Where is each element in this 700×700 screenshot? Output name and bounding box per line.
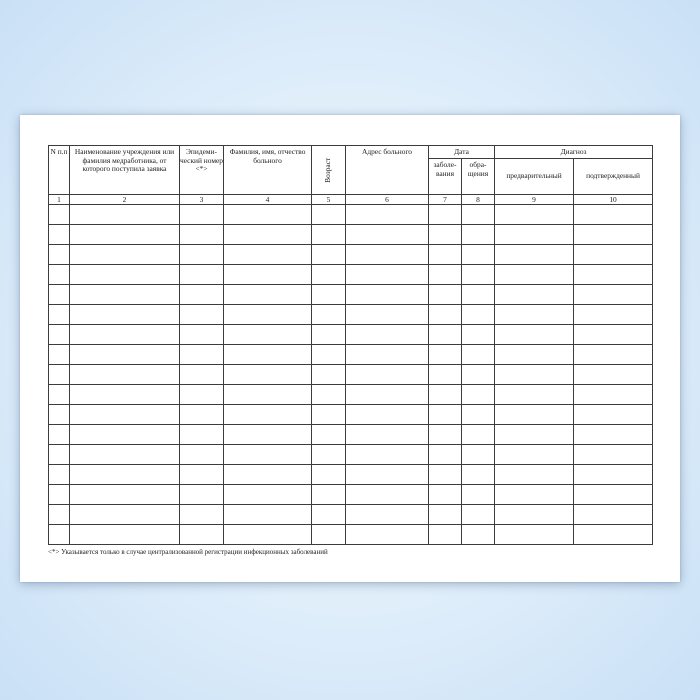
table-row <box>49 285 653 305</box>
table-cell <box>346 505 429 525</box>
column-number: 8 <box>462 195 495 205</box>
table-cell <box>462 385 495 405</box>
header-epid-number: Эпидеми-ческий номер <*> <box>180 146 224 195</box>
table-cell <box>346 205 429 225</box>
table-row <box>49 325 653 345</box>
table-cell <box>180 505 224 525</box>
table-cell <box>224 265 312 285</box>
table-cell <box>224 525 312 545</box>
table-cell <box>312 485 346 505</box>
table-cell <box>312 365 346 385</box>
table-cell <box>574 505 653 525</box>
table-cell <box>346 445 429 465</box>
table-cell <box>429 365 462 385</box>
column-number: 5 <box>312 195 346 205</box>
table-cell <box>70 365 180 385</box>
table-cell <box>49 385 70 405</box>
table-cell <box>312 425 346 445</box>
table-cell <box>70 305 180 325</box>
table-cell <box>429 305 462 325</box>
table-cell <box>312 525 346 545</box>
table-cell <box>70 225 180 245</box>
header-age-cell <box>312 146 346 195</box>
table-cell <box>346 405 429 425</box>
table-cell <box>70 425 180 445</box>
table-cell <box>346 465 429 485</box>
table-cell <box>429 405 462 425</box>
table-cell <box>462 245 495 265</box>
table-cell <box>574 205 653 225</box>
table-cell <box>574 285 653 305</box>
table-cell <box>312 385 346 405</box>
table-cell <box>70 345 180 365</box>
column-number: 1 <box>49 195 70 205</box>
table-cell <box>346 525 429 545</box>
table-cell <box>224 405 312 425</box>
table-cell <box>49 365 70 385</box>
table-cell <box>429 325 462 345</box>
table-cell <box>180 365 224 385</box>
table-cell <box>180 425 224 445</box>
table-cell <box>224 505 312 525</box>
table-cell <box>462 325 495 345</box>
table-cell <box>462 425 495 445</box>
footnote: <*> Указывается только в случае централизованной регистрации инфекционных заболеваний <box>48 548 328 556</box>
column-number: 3 <box>180 195 224 205</box>
table-cell <box>346 225 429 245</box>
table-cell <box>70 205 180 225</box>
table-cell <box>346 365 429 385</box>
table-cell <box>462 225 495 245</box>
table-cell <box>574 485 653 505</box>
table-cell <box>346 265 429 285</box>
table-row <box>49 305 653 325</box>
table-cell <box>346 245 429 265</box>
table-cell <box>495 345 574 365</box>
table-cell <box>70 285 180 305</box>
table-cell <box>49 205 70 225</box>
table-cell <box>574 305 653 325</box>
table-cell <box>495 485 574 505</box>
table-cell <box>49 265 70 285</box>
table-cell <box>70 465 180 485</box>
table-cell <box>180 325 224 345</box>
table-cell <box>312 505 346 525</box>
table-cell <box>462 445 495 465</box>
column-number: 9 <box>495 195 574 205</box>
table-cell <box>312 265 346 285</box>
table-cell <box>462 525 495 545</box>
header-num: N п.п <box>49 146 70 195</box>
table-cell <box>574 325 653 345</box>
table-cell <box>495 225 574 245</box>
table-cell <box>70 505 180 525</box>
table-cell <box>49 425 70 445</box>
table-cell <box>429 385 462 405</box>
table-cell <box>346 385 429 405</box>
table-cell <box>49 525 70 545</box>
table-cell <box>49 505 70 525</box>
table-cell <box>495 505 574 525</box>
table-cell <box>49 245 70 265</box>
form-sheet <box>20 115 680 582</box>
table-cell <box>49 285 70 305</box>
table-cell <box>429 225 462 245</box>
column-number: 2 <box>70 195 180 205</box>
table-cell <box>180 205 224 225</box>
header-patient-name: Фамилия, имя, отчество больного <box>224 146 312 195</box>
table-cell <box>70 245 180 265</box>
table-cell <box>574 385 653 405</box>
table-row <box>49 265 653 285</box>
table-cell <box>49 405 70 425</box>
table-row <box>49 225 653 245</box>
table-cell <box>49 225 70 245</box>
header-date-illness: заболе-вания <box>429 159 462 195</box>
table-cell <box>312 405 346 425</box>
table-cell <box>180 305 224 325</box>
table-row <box>49 445 653 465</box>
table-cell <box>495 305 574 325</box>
table-cell <box>180 465 224 485</box>
table-cell <box>70 405 180 425</box>
table-row <box>49 405 653 425</box>
table-cell <box>70 265 180 285</box>
header-diagnosis-group: Диагноз <box>495 146 653 159</box>
table-cell <box>49 325 70 345</box>
table-cell <box>574 225 653 245</box>
table-cell <box>312 465 346 485</box>
table-cell <box>224 325 312 345</box>
table-cell <box>462 305 495 325</box>
column-number: 4 <box>224 195 312 205</box>
header-date-appeal: обра-щения <box>462 159 495 195</box>
table-cell <box>429 425 462 445</box>
table-row <box>49 345 653 365</box>
column-number-row <box>49 195 653 205</box>
table-cell <box>312 325 346 345</box>
table-cell <box>574 465 653 485</box>
table-cell <box>429 485 462 505</box>
table-cell <box>495 465 574 485</box>
table-row <box>49 505 653 525</box>
table-cell <box>495 385 574 405</box>
table-cell <box>70 445 180 465</box>
table-row <box>49 425 653 445</box>
table-cell <box>224 425 312 445</box>
table-cell <box>49 445 70 465</box>
registration-journal-table <box>48 145 653 545</box>
table-cell <box>346 305 429 325</box>
header-institution: Наименование учреждения или фамилия медработника, от которого поступила заявка <box>70 146 180 195</box>
table-cell <box>180 485 224 505</box>
table-cell <box>312 345 346 365</box>
table-cell <box>429 525 462 545</box>
table-cell <box>462 285 495 305</box>
table-cell <box>495 285 574 305</box>
table-cell <box>49 305 70 325</box>
table-cell <box>180 245 224 265</box>
table-cell <box>70 325 180 345</box>
table-cell <box>224 225 312 245</box>
table-cell <box>429 445 462 465</box>
table-cell <box>574 245 653 265</box>
table-cell <box>224 285 312 305</box>
table-row <box>49 365 653 385</box>
table-cell <box>312 225 346 245</box>
table-cell <box>312 205 346 225</box>
table-cell <box>574 365 653 385</box>
table-cell <box>429 505 462 525</box>
table-cell <box>462 405 495 425</box>
table-body <box>49 195 653 545</box>
table-cell <box>180 265 224 285</box>
table-cell <box>180 345 224 365</box>
table-cell <box>180 225 224 245</box>
table-cell <box>224 205 312 225</box>
table-cell <box>429 345 462 365</box>
table-cell <box>429 465 462 485</box>
table-row <box>49 465 653 485</box>
header-diagnosis-preliminary: предварительный <box>495 159 574 195</box>
table-cell <box>224 385 312 405</box>
table-cell <box>346 425 429 445</box>
table-cell <box>462 365 495 385</box>
table-cell <box>180 525 224 545</box>
table-cell <box>224 305 312 325</box>
table-cell <box>495 245 574 265</box>
table-cell <box>495 205 574 225</box>
table-cell <box>495 425 574 445</box>
column-number: 6 <box>346 195 429 205</box>
table-row <box>49 205 653 225</box>
table-cell <box>224 245 312 265</box>
table-cell <box>495 365 574 385</box>
table-cell <box>224 345 312 365</box>
table-cell <box>312 445 346 465</box>
table-cell <box>495 445 574 465</box>
table-cell <box>49 465 70 485</box>
header-diagnosis-confirmed: подтвержденный <box>574 159 653 195</box>
table-cell <box>574 445 653 465</box>
table-cell <box>224 365 312 385</box>
table-cell <box>180 445 224 465</box>
column-number: 7 <box>429 195 462 205</box>
table-cell <box>224 445 312 465</box>
table-cell <box>495 325 574 345</box>
table-row <box>49 245 653 265</box>
table-cell <box>462 205 495 225</box>
header-date-group: Дата <box>429 146 495 159</box>
table-cell <box>180 285 224 305</box>
table-cell <box>495 525 574 545</box>
table-cell <box>180 385 224 405</box>
table-cell <box>224 485 312 505</box>
table-cell <box>70 385 180 405</box>
table-cell <box>462 265 495 285</box>
table-cell <box>224 465 312 485</box>
table-cell <box>346 325 429 345</box>
table-cell <box>574 425 653 445</box>
table-cell <box>574 345 653 365</box>
header-age: Возраст <box>323 157 333 183</box>
table-cell <box>312 285 346 305</box>
table-cell <box>70 485 180 505</box>
table-cell <box>49 485 70 505</box>
table-cell <box>346 285 429 305</box>
table-cell <box>346 345 429 365</box>
table-cell <box>70 525 180 545</box>
table-cell <box>462 345 495 365</box>
table-cell <box>462 505 495 525</box>
table-cell <box>180 405 224 425</box>
table-cell <box>462 465 495 485</box>
table-cell <box>346 485 429 505</box>
table-cell <box>462 485 495 505</box>
column-number: 10 <box>574 195 653 205</box>
table-cell <box>312 305 346 325</box>
table-cell <box>429 205 462 225</box>
table-cell <box>495 405 574 425</box>
table-cell <box>574 525 653 545</box>
table-cell <box>574 405 653 425</box>
table-cell <box>312 245 346 265</box>
table-cell <box>495 265 574 285</box>
table-row <box>49 525 653 545</box>
header-address: Адрес больного <box>346 146 429 195</box>
table-cell <box>429 285 462 305</box>
table-cell <box>574 265 653 285</box>
table-cell <box>429 265 462 285</box>
table-cell <box>49 345 70 365</box>
table-cell <box>429 245 462 265</box>
table-row <box>49 385 653 405</box>
table-row <box>49 485 653 505</box>
